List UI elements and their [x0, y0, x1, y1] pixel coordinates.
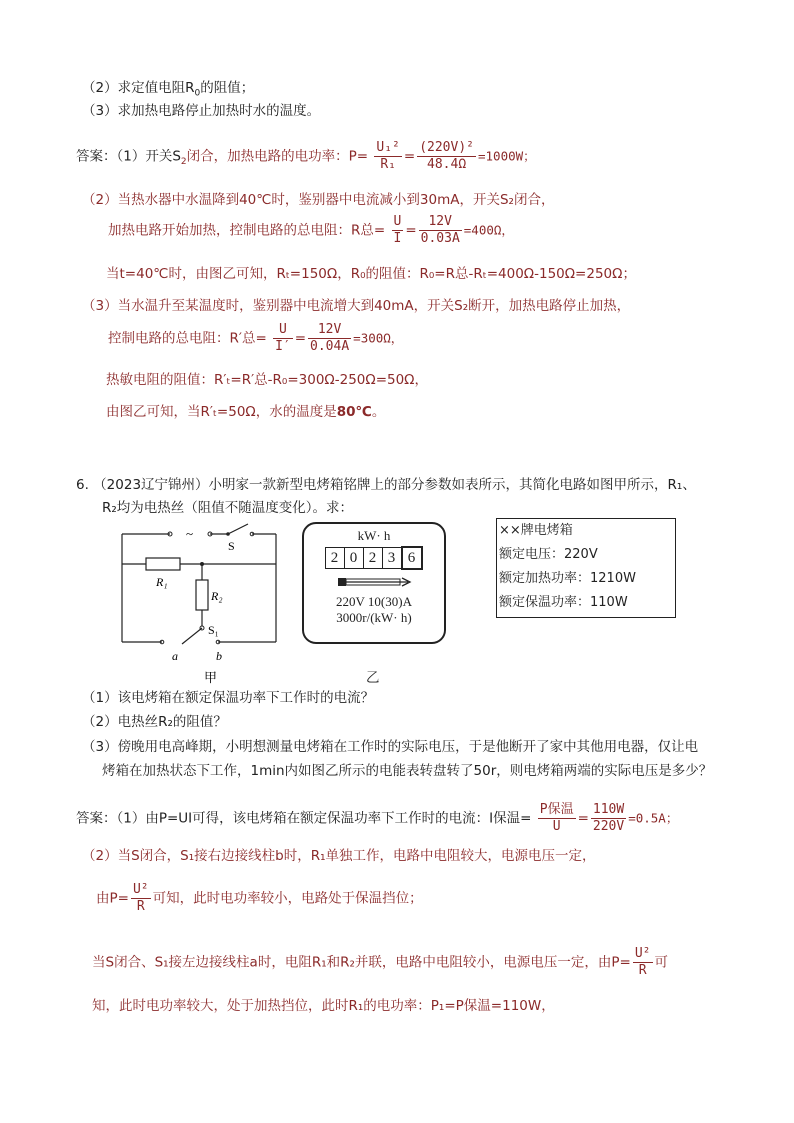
- question-6-3-line-1: （3）傍晚用电高峰期，小明想测量电烤箱在工作时的实际电压，于是他断开了家中其他用电器，仅让电: [82, 739, 699, 755]
- answer-6-2-line-2: [96, 882, 423, 915]
- answer-2-line-2-end: =400Ω，: [463, 222, 514, 238]
- answer-1-mid: 闭合，加热电路的电功率：P=: [186, 148, 369, 165]
- nameplate-voltage: 额定电压：220V: [499, 547, 598, 562]
- frac-den: 0.03A: [420, 231, 460, 246]
- frac-num: U₁²: [376, 140, 400, 155]
- frac-den: R: [136, 899, 145, 914]
- answer-3-fraction-1: [273, 322, 293, 355]
- answer-6-1-prefix: 答案：（1）由P=UI可得，该电烤箱在额定保温功率下工作时的电流：I保温=: [76, 810, 532, 827]
- frac-den: R₁: [380, 157, 396, 172]
- frac-den: U: [552, 819, 561, 834]
- answer-2-line-1: （2）当热水器中水温降到40℃时，鉴别器中电流减小到30mA，开关S₂闭合，: [82, 192, 555, 208]
- meter-digit-decimal: 6: [401, 546, 423, 570]
- switch-s-pivot: [226, 532, 230, 536]
- answer-6-2-line-2-prefix: 由P=: [96, 890, 129, 907]
- answer-3-line-2-prefix: 控制电路的总电阻：R′总=: [108, 330, 267, 347]
- label-a: a: [172, 649, 178, 663]
- resistor-r2: [196, 580, 208, 610]
- ac-symbol: ~: [186, 526, 194, 541]
- meter-dial-arrow-icon: [334, 576, 414, 588]
- answer-3-line-4: [106, 402, 385, 422]
- nameplate-warming-power: 额定保温功率：110W: [499, 595, 628, 610]
- meter-digit: 2: [325, 547, 345, 569]
- meter-digits: [304, 546, 444, 570]
- answer-3-line-2-end: =300Ω，: [353, 330, 404, 346]
- answer-1-fraction-1: [374, 140, 401, 173]
- answer-3-line-2: 控制电路的总电阻：R′总= $\frac{U}{I'}$ = $\frac{12V}{0.04A}$ =300Ω，: [108, 322, 404, 354]
- answer-6-2-line-3-fraction: [633, 946, 653, 979]
- frac-den: 220V: [592, 819, 625, 834]
- answer-1-end: =1000W；: [478, 148, 536, 164]
- answer-1-prefix: 答案：（1）开关S: [76, 148, 181, 165]
- frac-num: U²: [132, 882, 149, 897]
- circuit-diagram: [110, 518, 290, 688]
- nameplate-title: ××牌电烤箱: [499, 523, 573, 538]
- answer-1-fraction-2: [417, 140, 476, 173]
- answer-6-2-line-3: [92, 946, 668, 979]
- answer-3-line-3: 热敏电阻的阻值：R′ₜ=R′总-R₀=300Ω-250Ω=50Ω，: [106, 372, 429, 388]
- caption-jia: 甲: [204, 671, 218, 686]
- answer-3-temperature: 80℃: [336, 404, 372, 420]
- label-r1: R₁: [156, 575, 168, 589]
- answer-2-line-2: 加热电路开始加热，控制电路的总电阻：R总= $\frac{U}{I}$ = $\frac{12V}{0.03A}$ =400Ω，: [108, 214, 514, 246]
- label-s1: S₁: [208, 623, 219, 637]
- answer-6-2-line-3-end: 可: [654, 954, 669, 971]
- electric-meter: [302, 522, 446, 644]
- nameplate-table: [496, 518, 676, 618]
- frac-den: 0.04A: [310, 339, 350, 354]
- answer-2-line-3: 当t=40℃时，由图乙可知，Rₜ=150Ω，R₀的阻值：R₀=R总-Rₜ=400Ω-150Ω=250Ω；: [106, 266, 636, 282]
- answer-6-1-fraction-1: [538, 802, 576, 835]
- label-r2: R₂: [211, 589, 223, 603]
- answer-6-2-line-2-end: 可知，此时电功率较小，电路处于保温挡位；: [152, 890, 423, 907]
- answer-6-1-fraction-2: [591, 802, 626, 835]
- question-2-subscript: 0: [194, 88, 201, 99]
- question-2: [82, 78, 254, 104]
- answer-1-subscript: 2: [180, 157, 187, 168]
- answer-3-fraction-2: [308, 322, 351, 355]
- frac-num: U: [273, 322, 293, 339]
- frac-num: 110W: [592, 802, 625, 817]
- frac-num: (220V)²: [419, 140, 474, 155]
- label-b: b: [216, 649, 222, 663]
- question-6-line-2: R₂均为电热丝（阻值不随温度变化）。求：: [102, 500, 354, 516]
- switch-s1-blade: [182, 628, 202, 644]
- frac-num: 12V: [419, 214, 462, 231]
- frac-num: 12V: [308, 322, 351, 339]
- frac-num: U: [393, 214, 402, 229]
- meter-digit: 0: [344, 547, 364, 569]
- nameplate-heating-power: 额定加热功率：1210W: [499, 571, 636, 586]
- junction: [200, 562, 204, 566]
- frac-den: I′: [275, 339, 291, 354]
- answer-2-fraction-2: [419, 214, 462, 247]
- frac-den: R: [638, 963, 647, 978]
- meter-unit: kW· h: [357, 528, 391, 543]
- meter-digit: 3: [382, 547, 402, 569]
- question-6-3-line-2: 烤箱在加热状态下工作，1min内如图乙所示的电能表转盘转了50r，则电烤箱两端的实际电压是多少？: [102, 763, 713, 779]
- caption-yi: 乙: [366, 670, 380, 686]
- answer-6-2-line-4: 知，此时电功率较大，处于加热挡位，此时R₁的电功率：P₁=P保温=110W，: [92, 998, 555, 1014]
- question-2-end: 的阻值；: [200, 80, 255, 96]
- answer-6-2-line-3-prefix: 当S闭合、S₁接左边接线柱a时，电阻R₁和R₂并联，电路中电阻较小，电源电压一定，由P=: [92, 954, 631, 971]
- answer-6-1: 答案：（1）由P=UI可得，该电烤箱在额定保温功率下工作时的电流：I保温= $\frac{\text{P保温}}{U}$ = $\frac{110W}{220V}$ =0.5A；: [76, 802, 679, 834]
- switch-s-blade: [228, 524, 248, 534]
- meter-spec-1: 220V 10(30)A: [336, 594, 412, 609]
- frac-num: U²: [634, 946, 651, 961]
- answer-6-1-end: =0.5A；: [628, 810, 679, 826]
- answer-3-line-4-end: 。: [371, 404, 386, 420]
- label-s: S: [228, 539, 235, 553]
- question-6-line-1: 6. （2023辽宁锦州）小明家一款新型电烤箱铭牌上的部分参数如表所示，其简化电路如图甲所示，R₁、: [76, 477, 696, 493]
- question-3: （3）求加热电路停止加热时水的温度。: [82, 103, 321, 119]
- meter-spec-2: 3000r/(kW· h): [336, 610, 412, 625]
- question-6-2: （2）电热丝R₂的阻值？: [82, 714, 227, 730]
- answer-2-line-2-prefix: 加热电路开始加热，控制电路的总电阻：R总=: [108, 222, 386, 239]
- frac-den: I: [393, 231, 402, 246]
- answer-6-2-fraction: [131, 882, 151, 915]
- answer-3-line-4-prefix: 由图乙可知，当R′ₜ=50Ω，水的温度是: [106, 404, 337, 420]
- frac-den: 48.4Ω: [427, 157, 467, 172]
- answer-6-2-line-1: （2）当S闭合，S₁接右边接线柱b时，R₁单独工作，电路中电阻较大，电源电压一定，: [82, 848, 596, 864]
- question-6-1: （1）该电烤箱在额定保温功率下工作时的电流？: [82, 690, 375, 706]
- question-2-text: （2）求定值电阻R: [82, 80, 195, 96]
- answer-2-fraction-1: [392, 214, 404, 247]
- frac-num: P保温: [539, 802, 574, 817]
- meter-digit: 2: [363, 547, 383, 569]
- resistor-r1: [146, 558, 180, 570]
- answer-1: 答案：（1）开关$S_2$闭合，加热电路的电功率：P= $\frac{\text{U₁²}}{\text{R₁}}$ = $\frac{\text{(220V)²}}{48.4\Omega}$ =1000W；: [76, 140, 536, 172]
- answer-3-line-1: （3）当水温升至某温度时，鉴别器中电流增大到40mA，开关S₂断开，加热电路停止加热，: [82, 298, 631, 314]
